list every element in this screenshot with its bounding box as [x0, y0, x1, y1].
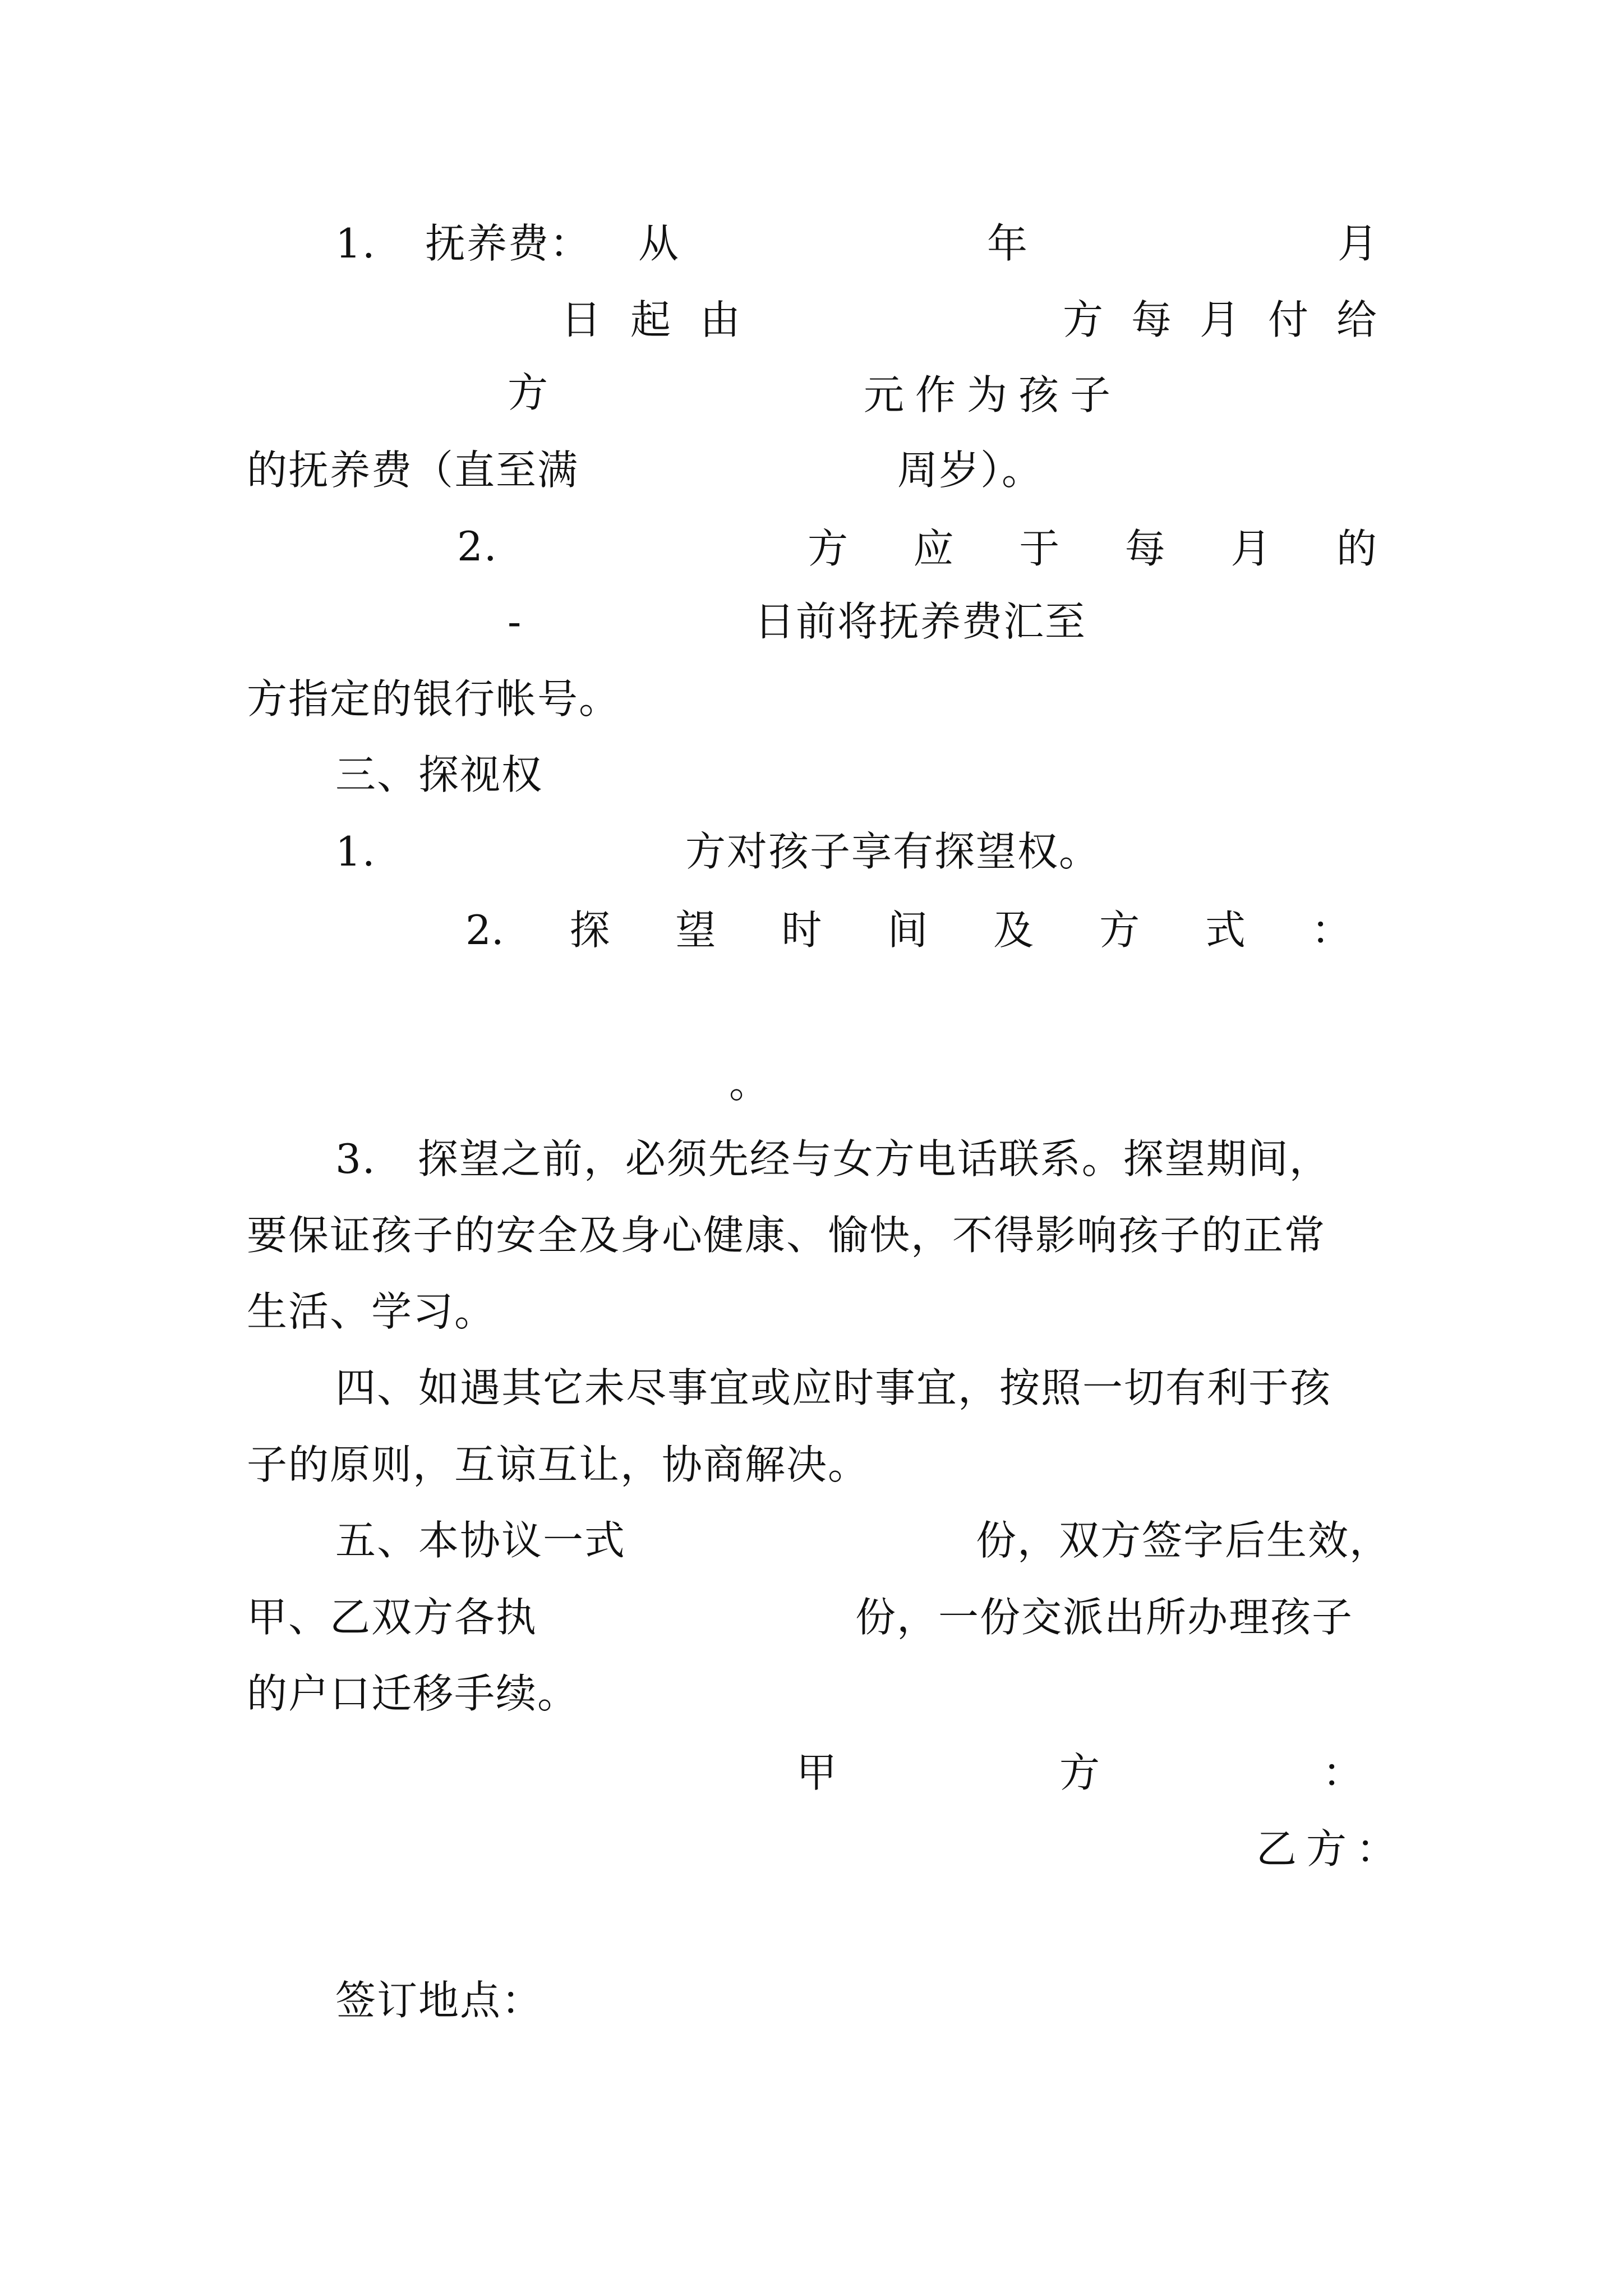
s2-word: 的 — [1336, 525, 1377, 572]
v2-end-mark: 。 — [729, 1060, 771, 1107]
s2-word: 月 — [1230, 525, 1271, 572]
p5-line-1-right: 份，双方签字后生效， — [976, 1517, 1391, 1564]
v2-word: 间 — [887, 907, 928, 954]
s1-day-from-ch: 起 — [630, 296, 671, 343]
signature-a-ch: 甲 — [796, 1749, 837, 1796]
v2-word: 探 — [569, 907, 610, 954]
s1-from: 从 — [638, 220, 680, 267]
s1-party: 方 — [508, 369, 550, 416]
v2-word: 及 — [993, 907, 1034, 954]
v2-word: ： — [1311, 907, 1352, 954]
s1-party-pays-ch: 方 — [1063, 296, 1104, 343]
v3-line-2: 要保证孩子的安全及身心健康、愉快，不得影响孩子的正常 — [247, 1212, 1326, 1259]
v1-number: 1. — [335, 828, 376, 875]
s2-word: 应 — [913, 525, 954, 572]
s2-word: 每 — [1124, 525, 1165, 572]
s1-amount-ch: 子 — [1069, 371, 1110, 418]
p5-line-1-left: 五、本协议一式 — [335, 1517, 626, 1564]
p5-line-3: 的户口迁移手续。 — [247, 1670, 579, 1717]
s1-amount-text — [864, 372, 1110, 417]
signature-a-ch: 方 — [1059, 1749, 1100, 1796]
s1-party-pays-ch: 每 — [1131, 296, 1172, 343]
s1-amount-ch: 作 — [915, 371, 956, 418]
v2-word: 望 — [675, 907, 716, 954]
p4-line-1: 四、如遇其它未尽事宜或应时事宜，按照一切有利于孩 — [335, 1364, 1332, 1411]
s1-party-pays-ch: 月 — [1199, 296, 1240, 343]
s2-number: 2. — [457, 523, 498, 570]
section-heading-visitation: 三、探视权 — [335, 751, 543, 798]
v3-line-3: 生活、学习。 — [247, 1288, 496, 1335]
s1-day-from — [561, 297, 740, 342]
s1-until-age-left: 的抚养费（直至满 — [247, 447, 579, 494]
v3-line-1: 3. 探望之前，必须先经与女方电话联系。探望期间， — [335, 1135, 1331, 1182]
s2-dash: - — [508, 598, 523, 645]
s1-label: 抚养费： — [425, 220, 592, 267]
s1-party-pays-ch: 付 — [1267, 296, 1308, 343]
s2-word: 方 — [808, 525, 849, 572]
s1-year: 年 — [987, 220, 1029, 267]
s2-word: 于 — [1019, 525, 1060, 572]
s1-until-age-right: 周岁）。 — [897, 447, 1044, 494]
s1-day-from-ch: 由 — [699, 296, 740, 343]
v1-text: 方对孩子享有探望权。 — [685, 828, 1101, 875]
s1-party-pays-ch: 给 — [1336, 296, 1377, 343]
p5-line-2-right: 份，一份交派出所办理孩子 — [855, 1594, 1354, 1641]
signature-a-ch: ： — [1322, 1749, 1363, 1796]
s2-words — [808, 526, 1377, 571]
v2-word: 方 — [1099, 907, 1140, 954]
s1-day-from-ch: 日 — [561, 296, 602, 343]
s2-remit-text: 日前将抚养费汇至 — [754, 598, 1087, 645]
s1-amount-ch: 为 — [966, 371, 1007, 418]
signature-b-ch: 乙 — [1256, 1825, 1297, 1872]
s1-amount-ch: 元 — [864, 371, 905, 418]
v2-word: 时 — [781, 907, 822, 954]
s1-amount-ch: 孩 — [1018, 371, 1059, 418]
s2-bank-account: 方指定的银行帐号。 — [247, 675, 621, 723]
signature-b-ch: 方 — [1306, 1825, 1347, 1872]
v2-words — [465, 908, 1352, 953]
signature-party-a — [796, 1750, 1363, 1795]
p5-line-2-left: 甲、乙双方各执 — [247, 1594, 538, 1641]
p4-line-2: 子的原则，互谅互让，协商解决。 — [247, 1441, 870, 1488]
s1-party-pays — [1063, 297, 1377, 342]
s1-month: 月 — [1338, 220, 1380, 267]
v2-word: 式 — [1205, 907, 1246, 954]
s1-number: 1. — [335, 220, 376, 267]
signing-place-label: 签订地点： — [335, 1977, 543, 2024]
signature-b-ch: ： — [1355, 1825, 1396, 1872]
v2-word: 2. — [465, 907, 504, 954]
signature-party-b — [1256, 1826, 1396, 1871]
